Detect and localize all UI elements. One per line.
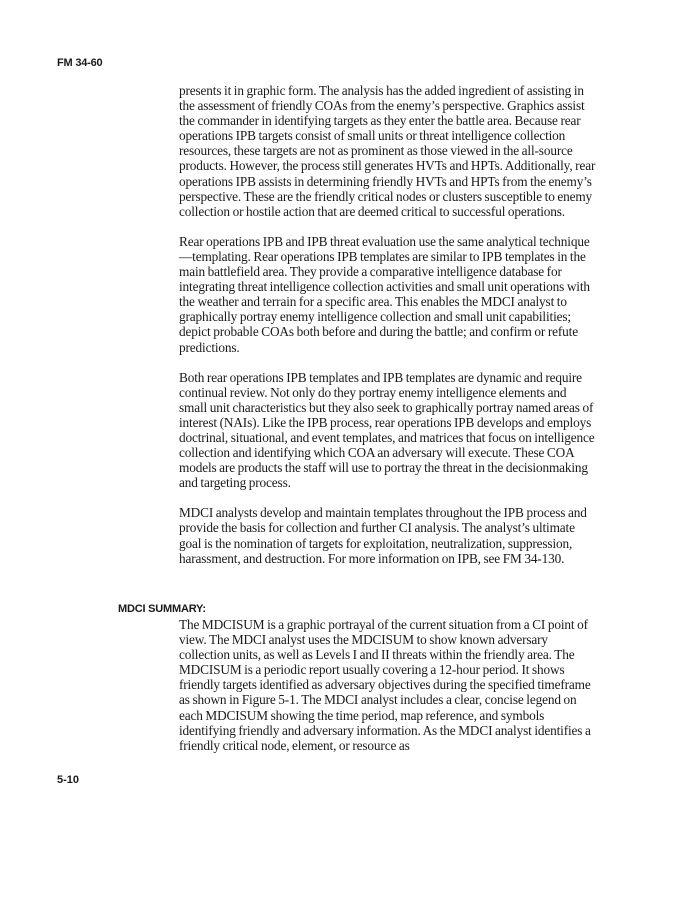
paragraph-mdcisum: The MDCISUM is a graphic portrayal of the current situation from a CI point of view. The MDCI analyst uses the MDCISUM to show known adversary collection units, as well as Levels I and II threats within the friendly area. The MDCISUM is a periodic report usually covering a 12-hour period. It shows friendly targets identified as adversary objectives during the specified timeframe as shown in Figure 5-1. The MDCI analyst includes a clear, concise legend on each MDCISUM showing the time period, map reference, and symbols identifying friendly and adversary information. As the MDCI analyst identifies a friendly critical node, element, or resource as [179, 617, 591, 753]
paragraph-analyst-goal: MDCI analysts develop and maintain templates throughout the IPB process and provide the basis for collection and further CI analysis. The analyst’s ultimate goal is the nomination of targets for exploitation, neutralization, suppression, harassment, and destruction. For more information on IPB, see FM 34-130. [179, 505, 587, 566]
document-code: FM 34-60 [57, 57, 103, 69]
paragraph-dynamic-templates: Both rear operations IPB templates and IPB templates are dynamic and require continual review. Not only do they portray enemy intelligence elements and small unit characteristics but they also seek to graphically portray named areas of interest (NAIs). Like the IPB process, rear operations IPB develops and employs doctrinal, situational, and event templates, and matrices that focus on intelligence collection and identifying which COA an adversary will execute. These COA models are products the staff will use to portray the threat in the decisionmaking and targeting process. [179, 369, 595, 491]
paragraph-templating: Rear operations IPB and IPB threat evaluation use the same analytical technique—templating. Rear operations IPB templates are similar to IPB templates in the main battlefield area. They provide a comparative intelligence database for integrating threat intelligence collection activities and small unit operations with the weather and terrain for a specific area. This enables the MDCI analyst to graphically portray enemy intelligence collection and small unit capabilities; depict probable COAs both before and during the battle; and confirm or refute predictions. [179, 233, 590, 355]
page-number: 5-10 [57, 774, 80, 786]
section-heading-mdci-summary: MDCI SUMMARY: [118, 603, 206, 615]
section-body [179, 617, 597, 768]
body-text [179, 83, 597, 581]
paragraph-threat-graphics: presents it in graphic form. The analysis has the added ingredient of assisting in the assessment of friendly COAs from the enemy’s perspective. Graphics assist the commander in identifying targets as they enter the battle area. Because rear operations IPB targets consist of small units or threat intelligence collection resources, these targets are not as prominent as those viewed in the all-source products. However, the process still generates HVTs and HPTs. Additionally, rear operations IPB assists in determining friendly HVTs and HPTs from the enemy’s perspective. These are the friendly critical nodes or clusters susceptible to enemy collection or hostile action that are deemed critical to successful operations. [179, 83, 596, 219]
